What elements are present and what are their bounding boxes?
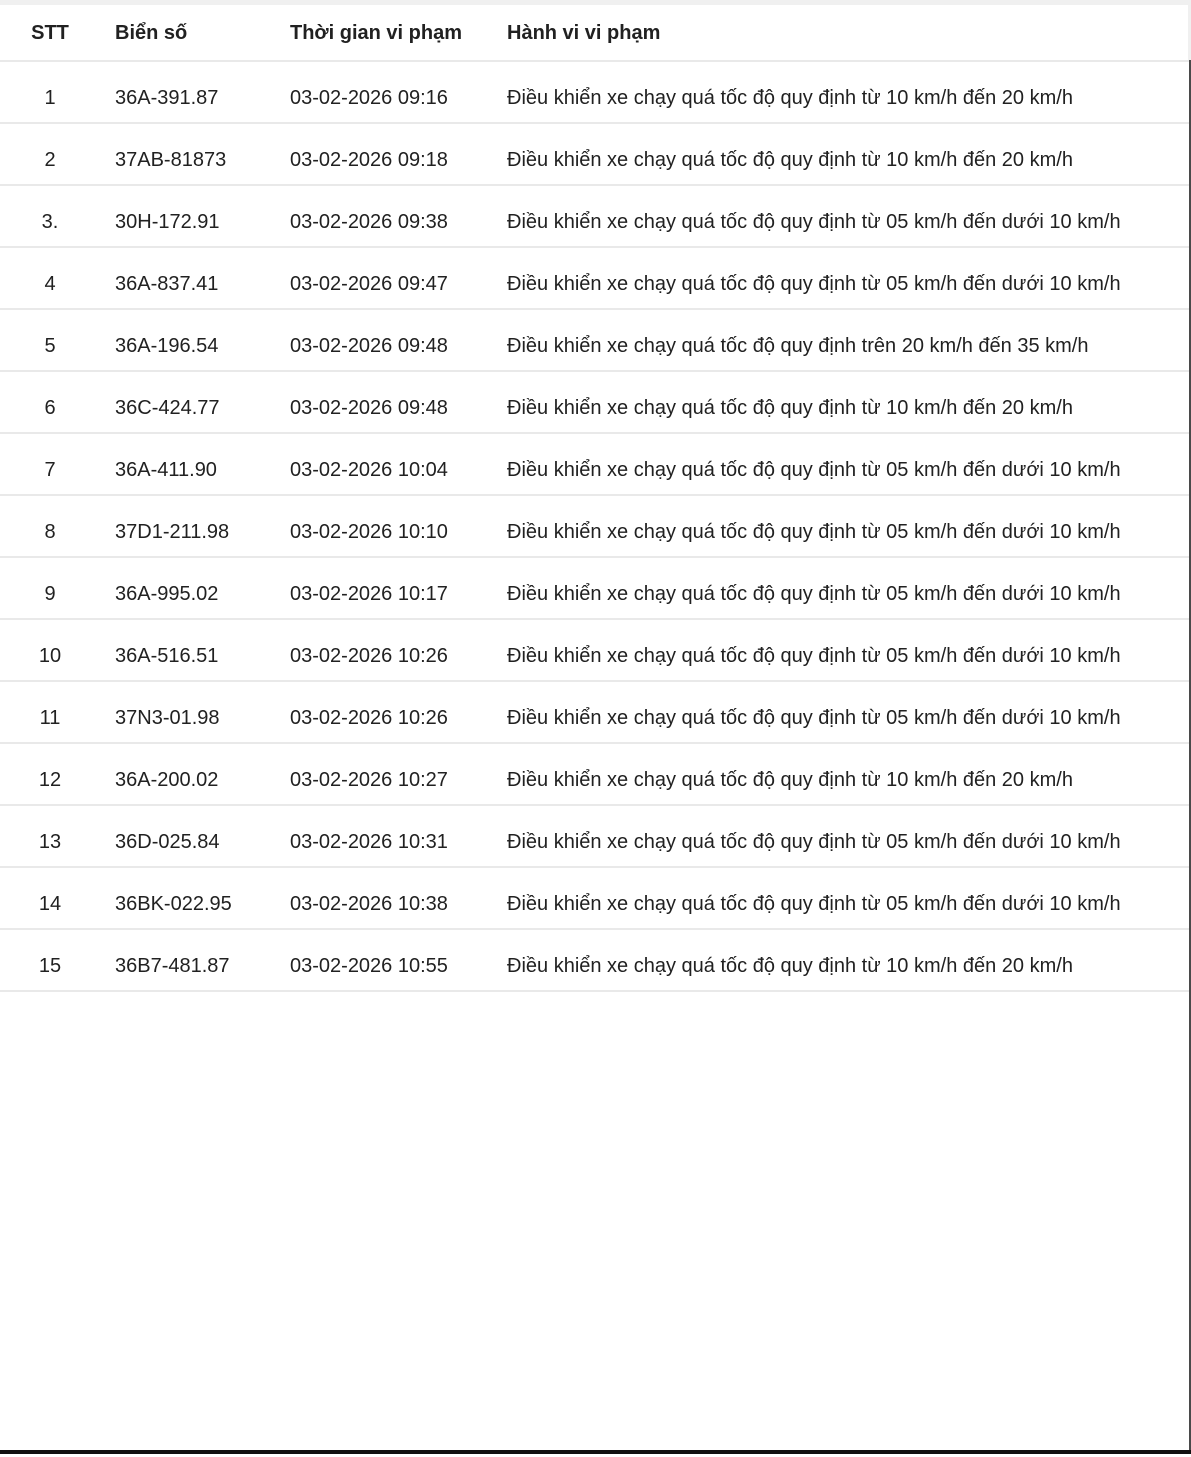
cell-violation-time: 03-02-2026 09:48 <box>290 309 507 371</box>
cell-violation-time: 03-02-2026 10:10 <box>290 495 507 557</box>
cell-stt: 15 <box>0 929 100 991</box>
cell-violation-behavior: Điều khiển xe chạy quá tốc độ quy định từ 05 km/h đến dưới 10 km/h <box>507 805 1191 867</box>
cell-violation-behavior: Điều khiển xe chạy quá tốc độ quy định từ 05 km/h đến dưới 10 km/h <box>507 867 1191 929</box>
cell-violation-behavior: Điều khiển xe chạy quá tốc độ quy định từ 10 km/h đến 20 km/h <box>507 929 1191 991</box>
table-row <box>0 805 1191 867</box>
cell-stt: 9 <box>0 557 100 619</box>
cell-stt: 1 <box>0 61 100 123</box>
cell-license-plate: 37D1-211.98 <box>100 495 290 557</box>
table-body <box>0 61 1191 991</box>
cell-violation-behavior: Điều khiển xe chạy quá tốc độ quy định từ 10 km/h đến 20 km/h <box>507 61 1191 123</box>
table-row <box>0 867 1191 929</box>
cell-violation-time: 03-02-2026 09:48 <box>290 371 507 433</box>
table-row <box>0 557 1191 619</box>
table-row <box>0 743 1191 805</box>
cell-violation-behavior: Điều khiển xe chạy quá tốc độ quy định từ 05 km/h đến dưới 10 km/h <box>507 247 1191 309</box>
cell-license-plate: 36BK-022.95 <box>100 867 290 929</box>
cell-violation-time: 03-02-2026 09:16 <box>290 61 507 123</box>
col-header-behavior: Hành vi vi phạm <box>507 5 1191 61</box>
cell-violation-time: 03-02-2026 10:04 <box>290 433 507 495</box>
col-header-stt: STT <box>0 5 100 61</box>
col-header-plate: Biển số <box>100 5 290 61</box>
cell-stt: 6 <box>0 371 100 433</box>
table-row <box>0 185 1191 247</box>
table-row <box>0 681 1191 743</box>
cell-violation-behavior: Điều khiển xe chạy quá tốc độ quy định từ 05 km/h đến dưới 10 km/h <box>507 433 1191 495</box>
table-row <box>0 61 1191 123</box>
table-row <box>0 371 1191 433</box>
cell-license-plate: 36C-424.77 <box>100 371 290 433</box>
cell-license-plate: 36B7-481.87 <box>100 929 290 991</box>
cell-violation-time: 03-02-2026 10:26 <box>290 619 507 681</box>
cell-violation-time: 03-02-2026 10:27 <box>290 743 507 805</box>
table-row <box>0 433 1191 495</box>
table-row <box>0 309 1191 371</box>
table-row <box>0 247 1191 309</box>
cell-license-plate: 37AB-81873 <box>100 123 290 185</box>
cell-license-plate: 36D-025.84 <box>100 805 290 867</box>
cell-violation-time: 03-02-2026 09:18 <box>290 123 507 185</box>
cell-violation-time: 03-02-2026 10:26 <box>290 681 507 743</box>
table-row <box>0 123 1191 185</box>
cell-violation-behavior: Điều khiển xe chạy quá tốc độ quy định từ 05 km/h đến dưới 10 km/h <box>507 619 1191 681</box>
table-row <box>0 929 1191 991</box>
cell-license-plate: 36A-837.41 <box>100 247 290 309</box>
cell-license-plate: 37N3-01.98 <box>100 681 290 743</box>
cell-violation-time: 03-02-2026 10:31 <box>290 805 507 867</box>
cell-license-plate: 36A-995.02 <box>100 557 290 619</box>
cell-violation-behavior: Điều khiển xe chạy quá tốc độ quy định từ 05 km/h đến dưới 10 km/h <box>507 495 1191 557</box>
bottom-border <box>0 1450 1191 1454</box>
cell-violation-behavior: Điều khiển xe chạy quá tốc độ quy định từ 10 km/h đến 20 km/h <box>507 123 1191 185</box>
cell-violation-behavior: Điều khiển xe chạy quá tốc độ quy định từ 10 km/h đến 20 km/h <box>507 743 1191 805</box>
cell-license-plate: 36A-516.51 <box>100 619 290 681</box>
cell-stt: 4 <box>0 247 100 309</box>
cell-violation-time: 03-02-2026 10:38 <box>290 867 507 929</box>
cell-stt: 8 <box>0 495 100 557</box>
cell-violation-behavior: Điều khiển xe chạy quá tốc độ quy định trên 20 km/h đến 35 km/h <box>507 309 1191 371</box>
cell-license-plate: 36A-391.87 <box>100 61 290 123</box>
cell-license-plate: 36A-411.90 <box>100 433 290 495</box>
cell-violation-behavior: Điều khiển xe chạy quá tốc độ quy định từ 05 km/h đến dưới 10 km/h <box>507 557 1191 619</box>
cell-stt: 5 <box>0 309 100 371</box>
cell-stt: 10 <box>0 619 100 681</box>
cell-violation-behavior: Điều khiển xe chạy quá tốc độ quy định từ 05 km/h đến dưới 10 km/h <box>507 185 1191 247</box>
table-row <box>0 619 1191 681</box>
table-row <box>0 495 1191 557</box>
cell-stt: 12 <box>0 743 100 805</box>
table-header-row <box>0 5 1191 61</box>
cell-license-plate: 36A-196.54 <box>100 309 290 371</box>
cell-stt: 13 <box>0 805 100 867</box>
cell-stt: 11 <box>0 681 100 743</box>
cell-stt: 14 <box>0 867 100 929</box>
cell-violation-time: 03-02-2026 10:17 <box>290 557 507 619</box>
cell-violation-behavior: Điều khiển xe chạy quá tốc độ quy định từ 10 km/h đến 20 km/h <box>507 371 1191 433</box>
cell-stt: 7 <box>0 433 100 495</box>
cell-violation-time: 03-02-2026 10:55 <box>290 929 507 991</box>
cell-violation-behavior: Điều khiển xe chạy quá tốc độ quy định từ 05 km/h đến dưới 10 km/h <box>507 681 1191 743</box>
cell-violation-time: 03-02-2026 09:38 <box>290 185 507 247</box>
col-header-time: Thời gian vi phạm <box>290 5 507 61</box>
cell-stt: 3. <box>0 185 100 247</box>
violations-table <box>0 5 1191 992</box>
cell-violation-time: 03-02-2026 09:47 <box>290 247 507 309</box>
cell-license-plate: 36A-200.02 <box>100 743 290 805</box>
cell-stt: 2 <box>0 123 100 185</box>
cell-license-plate: 30H-172.91 <box>100 185 290 247</box>
